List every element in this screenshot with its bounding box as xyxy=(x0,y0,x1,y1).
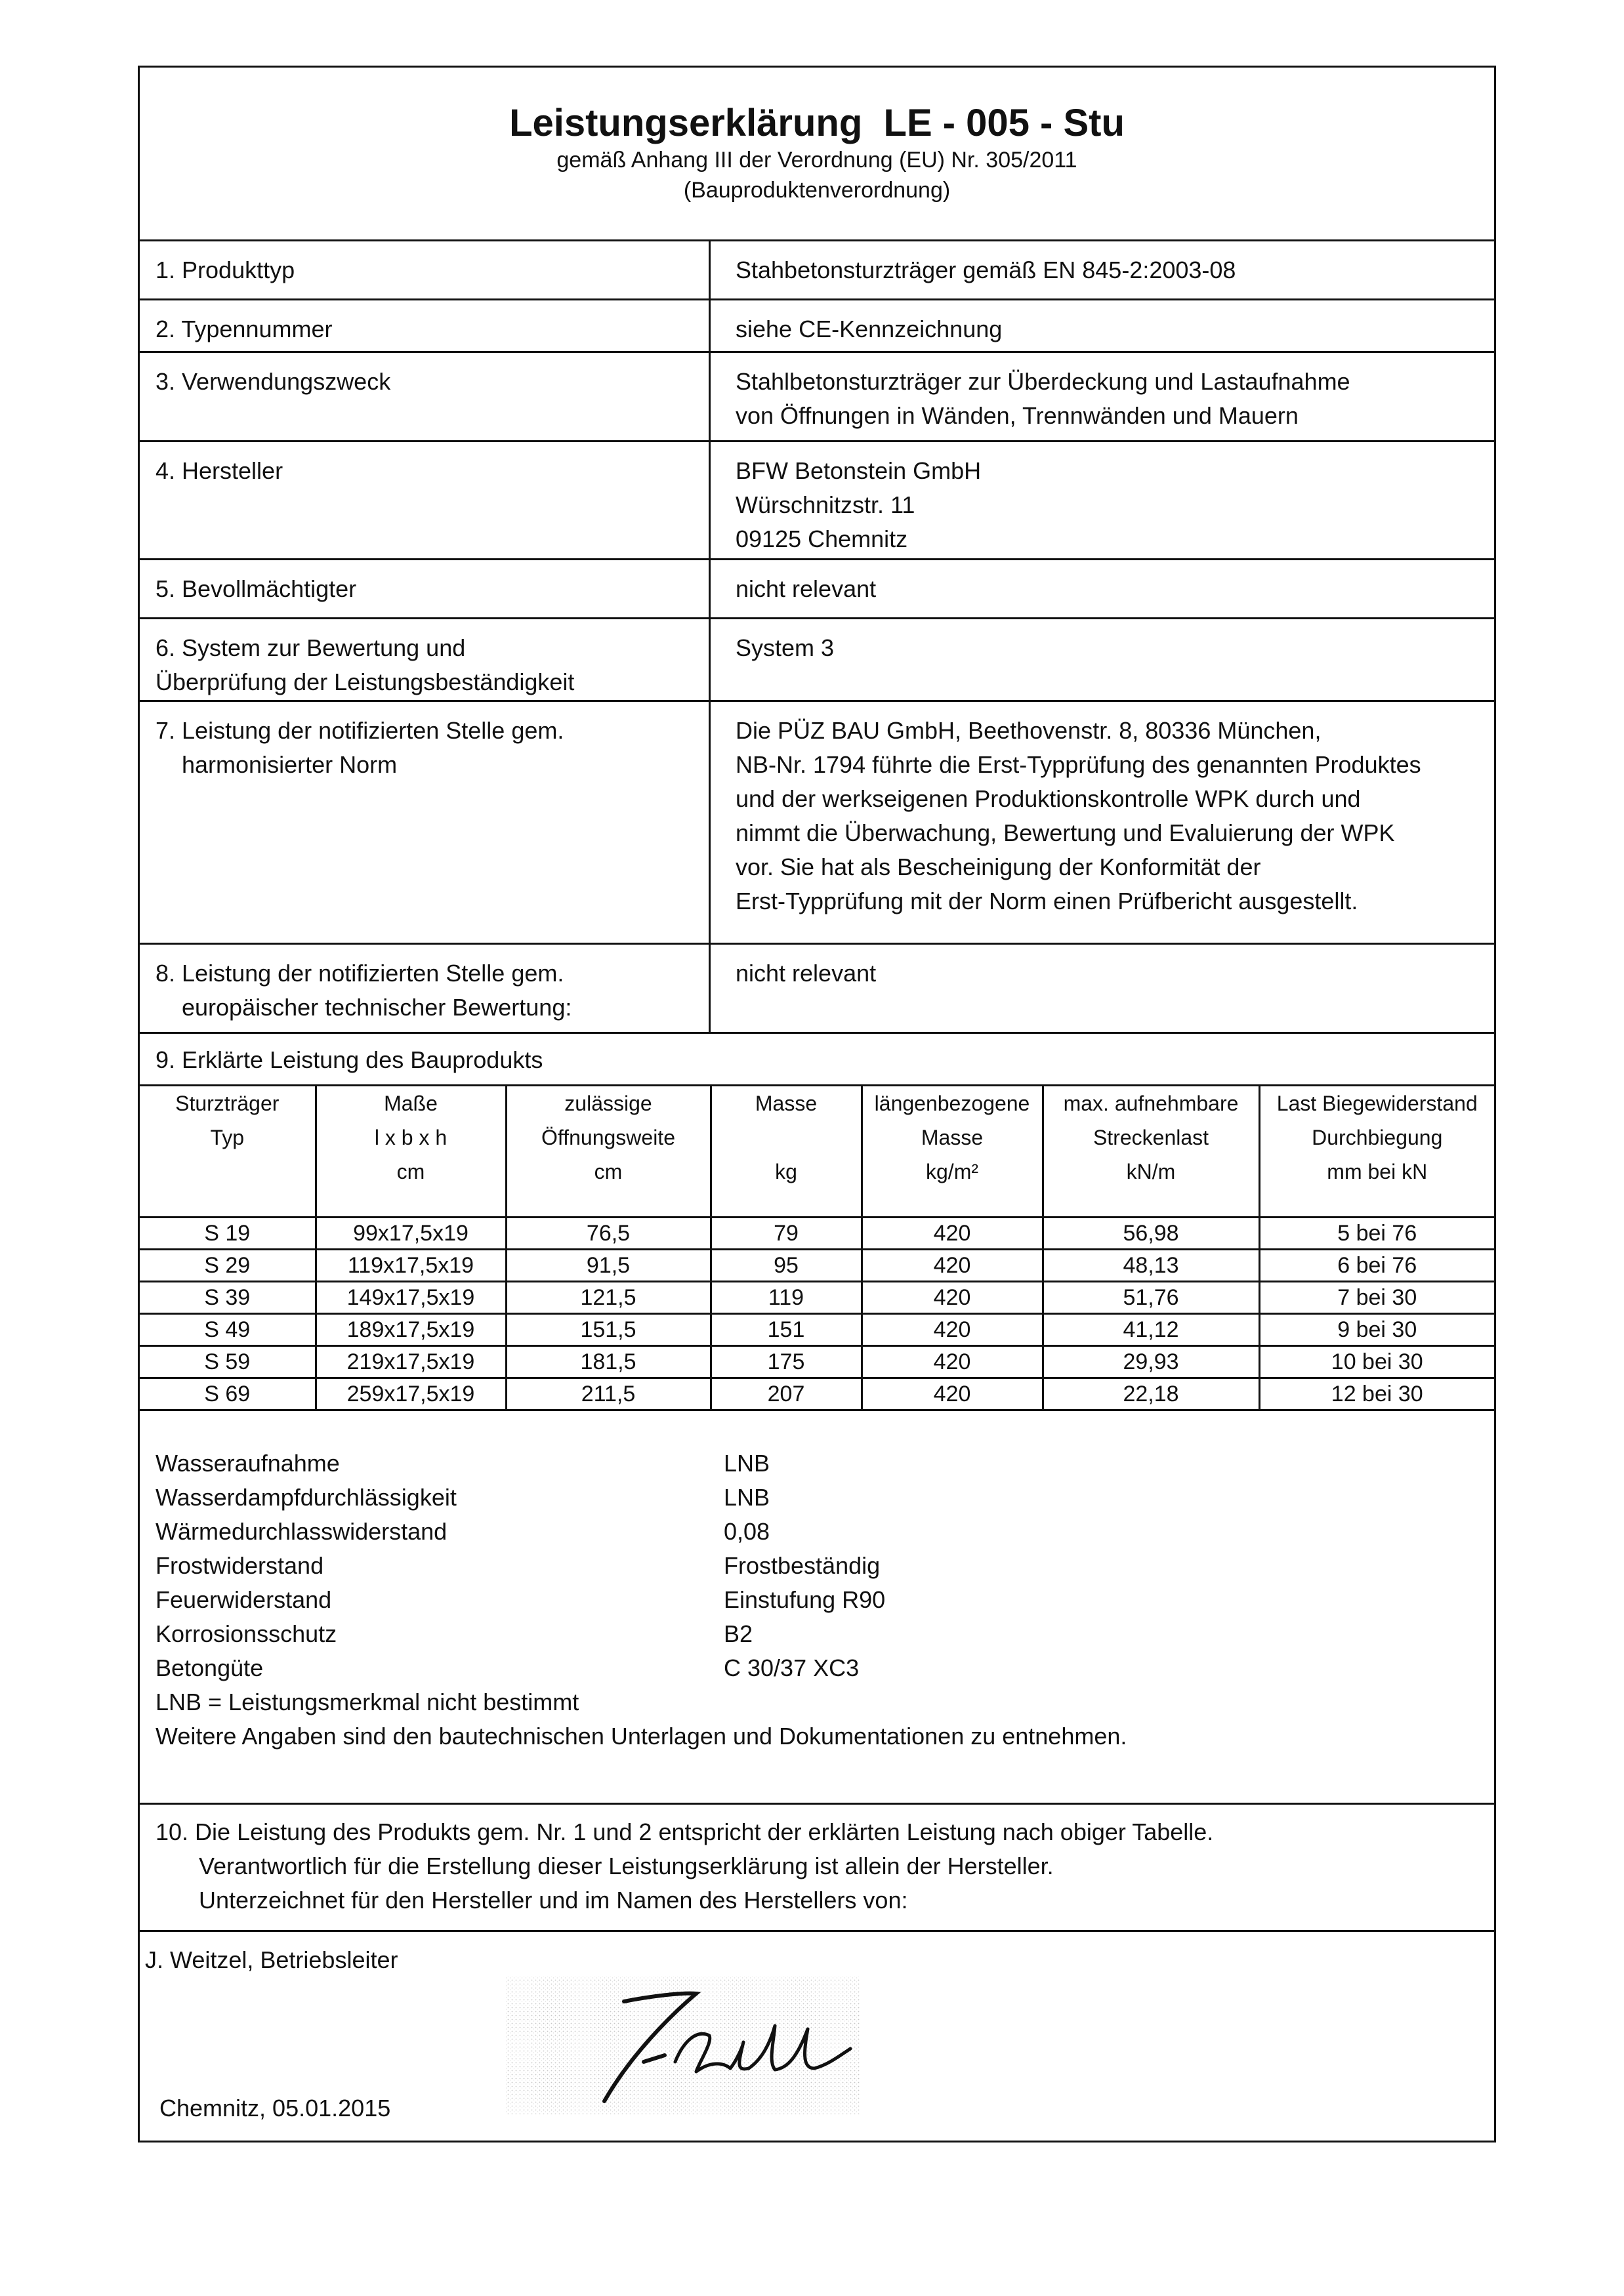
table-cell: 48,13 xyxy=(1043,1250,1259,1282)
section-label xyxy=(140,945,711,1032)
property-row xyxy=(156,1515,1494,1549)
section-2 xyxy=(140,300,1494,353)
table-cell: 211,5 xyxy=(506,1378,711,1410)
table-header-line: Durchbiegung xyxy=(1312,1126,1443,1149)
table-cell: 5 bei 76 xyxy=(1259,1218,1494,1250)
sections xyxy=(140,241,1494,1034)
section-value-line: Die PÜZ BAU GmbH, Beethovenstr. 8, 80336 München, xyxy=(736,717,1322,744)
section-3 xyxy=(140,353,1494,442)
signature-section xyxy=(140,1932,1494,2129)
section-value xyxy=(711,241,1494,298)
section-value-line: Stahbetonsturzträger gemäß EN 845-2:2003-08 xyxy=(736,256,1236,283)
table-cell: 29,93 xyxy=(1043,1346,1259,1378)
table-row xyxy=(140,1314,1494,1346)
table-header-cell xyxy=(862,1086,1043,1218)
table-header-line: l x b x h xyxy=(374,1126,448,1149)
section-value-line: vor. Sie hat als Bescheinigung der Konformität der xyxy=(736,853,1261,880)
section-value xyxy=(711,702,1494,943)
table-cell: S 69 xyxy=(140,1378,316,1410)
section-label xyxy=(140,619,711,700)
table-header-line: max. aufnehmbare xyxy=(1063,1092,1239,1115)
section-value-line: nicht relevant xyxy=(736,575,877,602)
section-5 xyxy=(140,560,1494,619)
property-value: B2 xyxy=(724,1620,753,1647)
table-header-cell xyxy=(1043,1086,1259,1218)
property-value: LNB xyxy=(724,1484,770,1511)
table-header-line: Typ xyxy=(210,1126,245,1149)
section-label xyxy=(140,300,711,351)
section-value-line: von Öffnungen in Wänden, Trennwänden und Mauern xyxy=(736,402,1299,429)
section-value xyxy=(711,300,1494,351)
table-header-line: Masse xyxy=(921,1126,984,1149)
section-value-line: System 3 xyxy=(736,634,835,661)
table-header-line xyxy=(713,1120,860,1155)
property-row xyxy=(156,1549,1494,1583)
table-cell: 95 xyxy=(711,1250,862,1282)
section-label xyxy=(140,241,711,298)
section-7 xyxy=(140,702,1494,945)
table-header-line: Sturzträger xyxy=(175,1092,280,1115)
table-cell: 420 xyxy=(862,1346,1043,1378)
property-row xyxy=(156,1617,1494,1651)
section-value-line: Würschnitzstr. 11 xyxy=(736,491,915,518)
table-cell: 91,5 xyxy=(506,1250,711,1282)
handwritten-signature xyxy=(499,1963,867,2121)
note-lnb: LNB = Leistungsmerkmal nicht bestimmt xyxy=(156,1689,579,1715)
property-name: Korrosionsschutz xyxy=(156,1620,337,1647)
table-body xyxy=(140,1218,1494,1410)
section-label-line: 7. Leistung der notifizierten Stelle gem. xyxy=(156,717,564,744)
table-cell: 41,12 xyxy=(1043,1314,1259,1346)
table-header-line: cm xyxy=(594,1160,623,1183)
table-cell: 207 xyxy=(711,1378,862,1410)
section-label xyxy=(140,560,711,617)
section-10-line-3: Unterzeichnet für den Hersteller und im Namen des Herstellers von: xyxy=(199,1887,908,1914)
property-row xyxy=(156,1446,1494,1481)
table-cell: 10 bei 30 xyxy=(1259,1346,1494,1378)
table-cell: 420 xyxy=(862,1250,1043,1282)
table-cell: S 49 xyxy=(140,1314,316,1346)
property-name: Frostwiderstand xyxy=(156,1552,324,1579)
table-cell: 12 bei 30 xyxy=(1259,1378,1494,1410)
document-subtitle-2: (Bauproduktenverordnung) xyxy=(683,178,951,203)
table-cell: 420 xyxy=(862,1282,1043,1314)
table-header-line: kg/m² xyxy=(926,1160,978,1183)
section-value-line: Stahlbetonsturzträger zur Überdeckung und Lastaufnahme xyxy=(736,368,1350,395)
property-value: 0,08 xyxy=(724,1518,770,1545)
property-row xyxy=(156,1583,1494,1617)
document-header xyxy=(140,68,1494,241)
table-row xyxy=(140,1378,1494,1410)
section-8 xyxy=(140,945,1494,1034)
section-label-line: 5. Bevollmächtigter xyxy=(156,575,357,602)
table-cell: 22,18 xyxy=(1043,1378,1259,1410)
table-cell: 420 xyxy=(862,1218,1043,1250)
section-1 xyxy=(140,241,1494,300)
section-value xyxy=(711,560,1494,617)
table-row xyxy=(140,1250,1494,1282)
table-cell: S 19 xyxy=(140,1218,316,1250)
signer-name: J. Weitzel, Betriebsleiter xyxy=(145,1946,398,1973)
property-name: Wasserdampfdurchlässigkeit xyxy=(156,1484,457,1511)
section-label-line: 4. Hersteller xyxy=(156,457,283,484)
section-value xyxy=(711,442,1494,558)
table-header-line: Last Biegewiderstand xyxy=(1276,1092,1478,1115)
section-6 xyxy=(140,619,1494,702)
place-and-date: Chemnitz, 05.01.2015 xyxy=(159,2095,391,2122)
section-label-line: 6. System zur Bewertung und xyxy=(156,634,466,661)
table-header-cell xyxy=(140,1086,316,1218)
table-cell: 121,5 xyxy=(506,1282,711,1314)
section-value xyxy=(711,353,1494,440)
property-value: Einstufung R90 xyxy=(724,1586,886,1613)
declaration-document xyxy=(138,66,1496,2142)
property-name: Betongüte xyxy=(156,1654,264,1681)
table-row xyxy=(140,1346,1494,1378)
table-cell: 175 xyxy=(711,1346,862,1378)
performance-table xyxy=(140,1086,1494,1411)
section-value xyxy=(711,945,1494,1032)
section-value-line: NB-Nr. 1794 führte die Erst-Typprüfung des genannten Produktes xyxy=(736,751,1421,778)
table-header-line: Masse xyxy=(755,1092,818,1115)
property-row xyxy=(156,1651,1494,1685)
table-cell: 119x17,5x19 xyxy=(316,1250,506,1282)
section-label-line: 2. Typennummer xyxy=(156,316,333,342)
table-cell: 6 bei 76 xyxy=(1259,1250,1494,1282)
section-label-line: europäischer technischer Bewertung: xyxy=(156,994,572,1021)
section-10-line-2: Verantwortlich für die Erstellung dieser Leistungserklärung ist allein der Hersteller. xyxy=(199,1853,1054,1879)
table-header-cell xyxy=(711,1086,862,1218)
section-value-line: Erst-Typprüfung mit der Norm einen Prüfbericht ausgestellt. xyxy=(736,888,1358,914)
table-header-cell xyxy=(316,1086,506,1218)
table-cell: 119 xyxy=(711,1282,862,1314)
table-header-line: kg xyxy=(775,1160,797,1183)
section-9-title: 9. Erklärte Leistung des Bauprodukts xyxy=(140,1034,1494,1086)
property-row xyxy=(156,1481,1494,1515)
table-cell: S 39 xyxy=(140,1282,316,1314)
table-header-line: mm bei kN xyxy=(1327,1160,1428,1183)
table-header-line: Öffnungsweite xyxy=(541,1126,675,1149)
section-value-line: 09125 Chemnitz xyxy=(736,525,908,552)
section-label-line: 8. Leistung der notifizierten Stelle gem. xyxy=(156,960,564,987)
section-label-line: Überprüfung der Leistungsbeständigkeit xyxy=(156,668,575,695)
table-cell: S 29 xyxy=(140,1250,316,1282)
table-cell: 151,5 xyxy=(506,1314,711,1346)
table-cell: 420 xyxy=(862,1314,1043,1346)
table-header-line: Maße xyxy=(384,1092,438,1115)
section-value-line: siehe CE-Kennzeichnung xyxy=(736,316,1003,342)
property-value: Frostbeständig xyxy=(724,1552,881,1579)
table-header-cell xyxy=(506,1086,711,1218)
document-title: Leistungserklärung LE - 005 - Stu xyxy=(509,102,1125,144)
section-label xyxy=(140,353,711,440)
table-cell: 56,98 xyxy=(1043,1218,1259,1250)
table-cell: 99x17,5x19 xyxy=(316,1218,506,1250)
section-label-line: harmonisierter Norm xyxy=(156,751,398,778)
section-value-line: BFW Betonstein GmbH xyxy=(736,457,982,484)
property-name: Feuerwiderstand xyxy=(156,1586,332,1613)
table-row xyxy=(140,1218,1494,1250)
table-cell: 7 bei 30 xyxy=(1259,1282,1494,1314)
property-name: Wasseraufnahme xyxy=(156,1450,340,1477)
table-cell: 151 xyxy=(711,1314,862,1346)
table-header-line: cm xyxy=(396,1160,425,1183)
section-value-line: und der werkseigenen Produktionskontrolle WPK durch und xyxy=(736,785,1361,812)
section-value-line: nimmt die Überwachung, Bewertung und Evaluierung der WPK xyxy=(736,819,1395,846)
table-cell: 420 xyxy=(862,1378,1043,1410)
section-10-line-1: 10. Die Leistung des Produkts gem. Nr. 1 und 2 entspricht der erklärten Leistung nach obiger Tabelle. xyxy=(156,1818,1214,1845)
table-cell: 76,5 xyxy=(506,1218,711,1250)
table-header-row xyxy=(140,1086,1494,1218)
table-header-cell xyxy=(1259,1086,1494,1218)
section-label xyxy=(140,442,711,558)
table-cell: 189x17,5x19 xyxy=(316,1314,506,1346)
property-value: LNB xyxy=(724,1450,770,1477)
table-header-line: längenbezogene xyxy=(874,1092,1030,1115)
table-header-line: kN/m xyxy=(1126,1160,1176,1183)
table-cell: 79 xyxy=(711,1218,862,1250)
section-label-line: 1. Produkttyp xyxy=(156,256,295,283)
property-value: C 30/37 XC3 xyxy=(724,1654,860,1681)
section-label-line: 3. Verwendungszweck xyxy=(156,368,391,395)
note-further-info: Weitere Angaben sind den bautechnischen Unterlagen und Dokumentationen zu entnehmen. xyxy=(156,1723,1127,1750)
table-cell: 149x17,5x19 xyxy=(316,1282,506,1314)
table-header-line: Streckenlast xyxy=(1093,1126,1209,1149)
property-name: Wärmedurchlasswiderstand xyxy=(156,1518,448,1545)
table-row xyxy=(140,1282,1494,1314)
table-header-line: zulässige xyxy=(564,1092,652,1115)
section-value-line: nicht relevant xyxy=(736,960,877,987)
table-cell: 181,5 xyxy=(506,1346,711,1378)
properties-section xyxy=(140,1411,1494,1805)
table-cell: 9 bei 30 xyxy=(1259,1314,1494,1346)
section-4 xyxy=(140,442,1494,560)
table-cell: S 59 xyxy=(140,1346,316,1378)
section-value xyxy=(711,619,1494,700)
table-cell: 219x17,5x19 xyxy=(316,1346,506,1378)
table-cell: 51,76 xyxy=(1043,1282,1259,1314)
section-10 xyxy=(140,1805,1494,1932)
section-label xyxy=(140,702,711,943)
table-cell: 259x17,5x19 xyxy=(316,1378,506,1410)
document-subtitle: gemäß Anhang III der Verordnung (EU) Nr. 305/2011 xyxy=(556,148,1077,173)
